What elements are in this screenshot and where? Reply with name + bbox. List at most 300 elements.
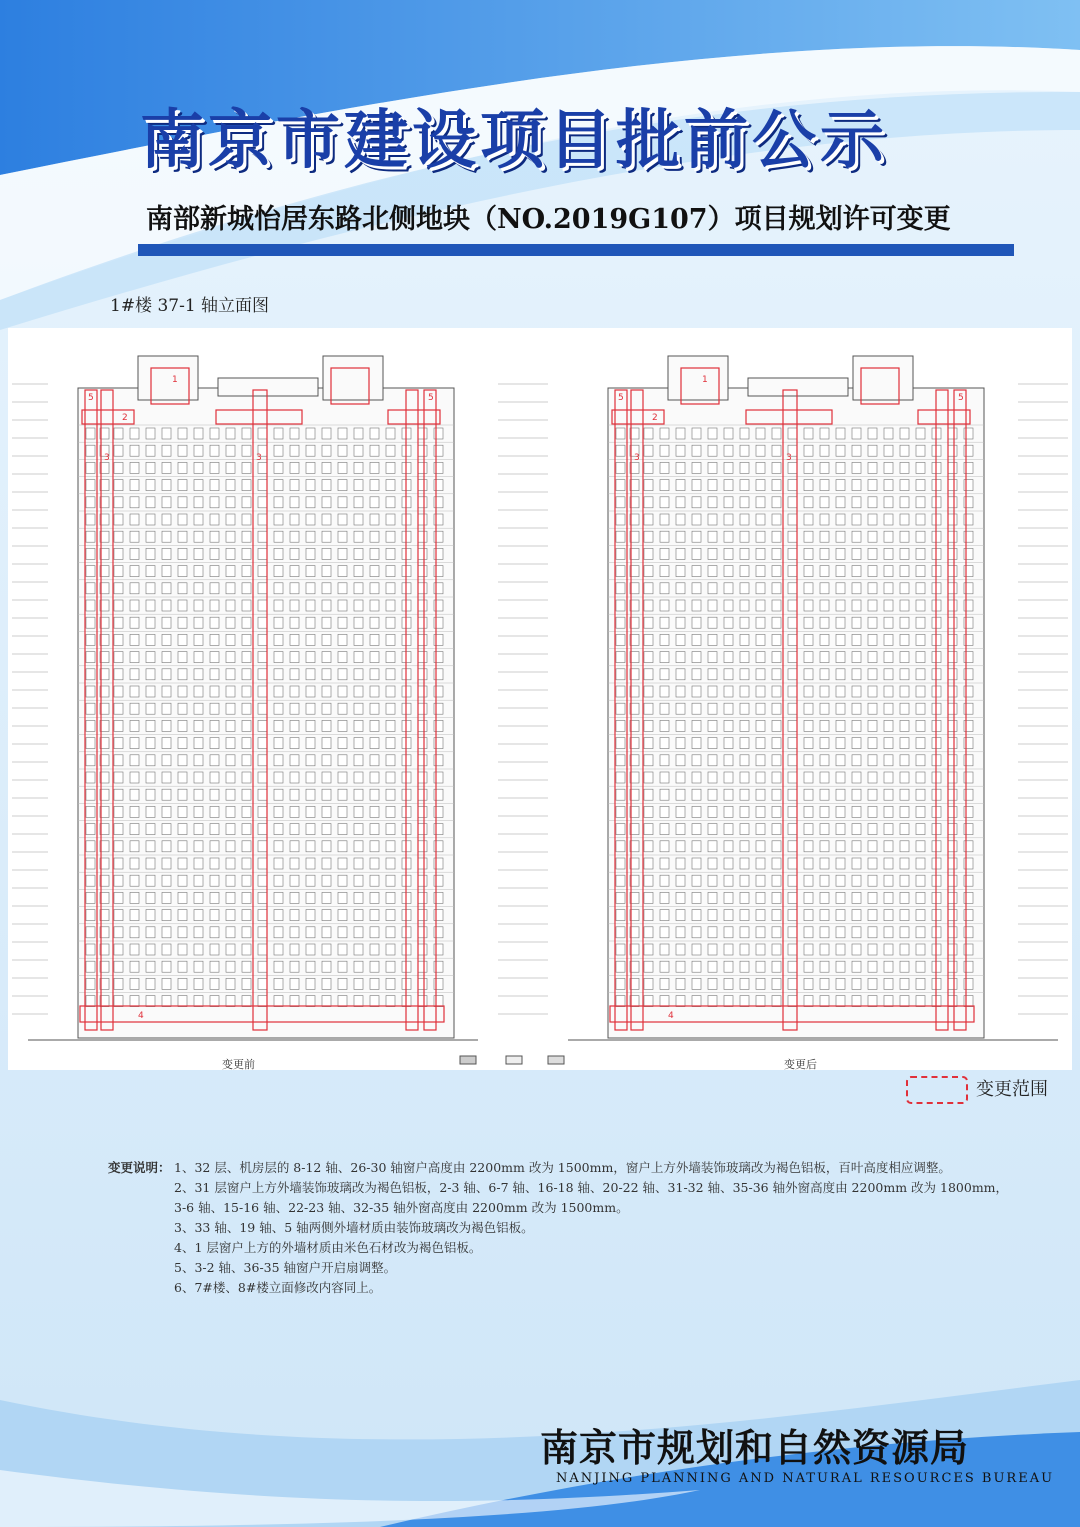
window	[418, 566, 427, 577]
window	[724, 669, 733, 680]
window	[386, 548, 395, 559]
window	[178, 600, 187, 611]
window	[884, 634, 893, 645]
window	[900, 978, 909, 989]
window	[948, 755, 957, 766]
window	[418, 669, 427, 680]
window	[354, 738, 363, 749]
window	[756, 531, 765, 542]
window	[708, 634, 717, 645]
window	[820, 566, 829, 577]
window	[322, 841, 331, 852]
window	[756, 858, 765, 869]
window	[948, 548, 957, 559]
label-before: 变更前	[222, 1058, 255, 1070]
marker-5-before: 5	[88, 393, 94, 403]
window	[740, 652, 749, 663]
window	[434, 634, 443, 645]
window	[322, 600, 331, 611]
window	[274, 996, 283, 1007]
window	[740, 480, 749, 491]
window	[386, 720, 395, 731]
window	[804, 531, 813, 542]
window	[242, 686, 251, 697]
window	[836, 514, 845, 525]
window	[724, 858, 733, 869]
window	[964, 634, 973, 645]
window	[370, 531, 379, 542]
window	[434, 738, 443, 749]
window	[210, 858, 219, 869]
window	[274, 480, 283, 491]
window	[660, 755, 669, 766]
page-title: 南京市建设项目批前公示	[140, 103, 888, 178]
window	[194, 841, 203, 852]
window	[692, 600, 701, 611]
window	[692, 428, 701, 439]
window	[916, 480, 925, 491]
window	[948, 497, 957, 508]
window	[740, 944, 749, 955]
window	[948, 944, 957, 955]
window	[130, 652, 139, 663]
window	[130, 824, 139, 835]
window	[820, 480, 829, 491]
window	[194, 669, 203, 680]
window	[616, 978, 625, 989]
window	[740, 703, 749, 714]
window	[820, 789, 829, 800]
window	[258, 755, 267, 766]
window	[644, 789, 653, 800]
window	[114, 600, 123, 611]
window	[644, 514, 653, 525]
window	[274, 497, 283, 508]
window	[242, 531, 251, 542]
window	[708, 514, 717, 525]
window	[964, 738, 973, 749]
window	[772, 703, 781, 714]
window	[130, 841, 139, 852]
window	[724, 462, 733, 473]
window	[916, 652, 925, 663]
window	[948, 634, 957, 645]
window	[354, 841, 363, 852]
window	[660, 927, 669, 938]
window	[900, 462, 909, 473]
marker-3b-after: 3	[786, 453, 792, 463]
window	[820, 462, 829, 473]
window	[258, 806, 267, 817]
window	[226, 566, 235, 577]
window	[386, 978, 395, 989]
window	[338, 978, 347, 989]
window	[708, 789, 717, 800]
window	[644, 445, 653, 456]
window	[86, 445, 95, 456]
window	[836, 789, 845, 800]
window	[804, 944, 813, 955]
window	[772, 892, 781, 903]
window	[210, 462, 219, 473]
window	[804, 772, 813, 783]
window	[274, 789, 283, 800]
window	[146, 738, 155, 749]
window	[114, 755, 123, 766]
window	[434, 617, 443, 628]
window	[868, 669, 877, 680]
window	[354, 996, 363, 1007]
window	[162, 996, 171, 1007]
window	[616, 428, 625, 439]
window	[226, 531, 235, 542]
window	[434, 996, 443, 1007]
window	[852, 841, 861, 852]
window	[338, 738, 347, 749]
window	[274, 858, 283, 869]
window	[820, 841, 829, 852]
window	[756, 996, 765, 1007]
window	[274, 428, 283, 439]
window	[258, 875, 267, 886]
window	[274, 548, 283, 559]
window	[290, 703, 299, 714]
window	[964, 892, 973, 903]
window	[130, 583, 139, 594]
window	[226, 738, 235, 749]
window	[852, 738, 861, 749]
window	[836, 858, 845, 869]
window	[322, 910, 331, 921]
window	[290, 961, 299, 972]
window	[114, 583, 123, 594]
window	[676, 755, 685, 766]
window	[964, 858, 973, 869]
window	[804, 462, 813, 473]
window	[306, 910, 315, 921]
window	[322, 944, 331, 955]
window	[676, 910, 685, 921]
window	[162, 738, 171, 749]
window	[708, 531, 717, 542]
window	[354, 875, 363, 886]
window	[354, 927, 363, 938]
window	[86, 669, 95, 680]
window	[616, 583, 625, 594]
window	[644, 703, 653, 714]
window	[692, 755, 701, 766]
window	[964, 531, 973, 542]
window	[290, 772, 299, 783]
window	[146, 703, 155, 714]
window	[146, 789, 155, 800]
window	[370, 514, 379, 525]
window	[884, 875, 893, 886]
window	[884, 703, 893, 714]
window	[338, 875, 347, 886]
window	[900, 634, 909, 645]
window	[660, 531, 669, 542]
window	[274, 738, 283, 749]
window	[616, 703, 625, 714]
window	[434, 978, 443, 989]
window	[338, 996, 347, 1007]
window	[370, 669, 379, 680]
window	[692, 875, 701, 886]
window	[756, 841, 765, 852]
window	[660, 600, 669, 611]
window	[724, 600, 733, 611]
window	[290, 497, 299, 508]
window	[708, 875, 717, 886]
window	[226, 617, 235, 628]
window	[740, 875, 749, 886]
window	[370, 858, 379, 869]
window	[322, 720, 331, 731]
window	[868, 566, 877, 577]
window	[756, 445, 765, 456]
window	[146, 480, 155, 491]
window	[322, 462, 331, 473]
window	[756, 910, 765, 921]
marker-5b-before: 5	[428, 393, 434, 403]
window	[386, 531, 395, 542]
window	[322, 824, 331, 835]
window	[692, 927, 701, 938]
window	[322, 996, 331, 1007]
window	[820, 927, 829, 938]
window	[258, 462, 267, 473]
window	[820, 703, 829, 714]
window	[836, 548, 845, 559]
window	[290, 583, 299, 594]
window	[338, 858, 347, 869]
window	[434, 600, 443, 611]
window	[434, 875, 443, 886]
window	[804, 652, 813, 663]
window	[804, 497, 813, 508]
window	[86, 566, 95, 577]
window	[322, 497, 331, 508]
window	[242, 978, 251, 989]
window	[418, 600, 427, 611]
window	[788, 652, 797, 663]
window	[274, 944, 283, 955]
window	[194, 755, 203, 766]
window	[868, 480, 877, 491]
window	[804, 428, 813, 439]
window	[868, 583, 877, 594]
window	[836, 841, 845, 852]
window	[354, 789, 363, 800]
window	[210, 978, 219, 989]
window	[820, 961, 829, 972]
window	[114, 669, 123, 680]
window	[676, 720, 685, 731]
window	[130, 514, 139, 525]
window	[130, 927, 139, 938]
window	[852, 824, 861, 835]
window	[338, 703, 347, 714]
window	[900, 617, 909, 628]
window	[242, 738, 251, 749]
window	[788, 892, 797, 903]
window	[242, 841, 251, 852]
window	[676, 548, 685, 559]
window	[306, 548, 315, 559]
window	[194, 944, 203, 955]
window	[434, 480, 443, 491]
window	[258, 566, 267, 577]
window	[178, 617, 187, 628]
window	[162, 772, 171, 783]
window	[868, 462, 877, 473]
window	[884, 961, 893, 972]
window	[194, 514, 203, 525]
window	[146, 927, 155, 938]
window	[644, 428, 653, 439]
window	[836, 720, 845, 731]
window	[370, 806, 379, 817]
window	[708, 617, 717, 628]
window	[162, 858, 171, 869]
window	[130, 669, 139, 680]
window	[836, 961, 845, 972]
window	[274, 841, 283, 852]
window	[86, 480, 95, 491]
window	[178, 875, 187, 886]
window	[676, 841, 685, 852]
window	[354, 824, 363, 835]
window	[836, 462, 845, 473]
window	[964, 462, 973, 473]
window	[772, 566, 781, 577]
window	[226, 961, 235, 972]
window	[86, 531, 95, 542]
window	[788, 858, 797, 869]
window	[370, 686, 379, 697]
window	[210, 806, 219, 817]
window	[290, 978, 299, 989]
window	[370, 875, 379, 886]
window	[884, 566, 893, 577]
window	[418, 910, 427, 921]
window	[210, 755, 219, 766]
window	[868, 497, 877, 508]
window	[418, 755, 427, 766]
window	[130, 617, 139, 628]
window	[964, 720, 973, 731]
window	[852, 858, 861, 869]
window	[948, 514, 957, 525]
window	[708, 548, 717, 559]
window	[964, 703, 973, 714]
window	[820, 600, 829, 611]
window	[418, 927, 427, 938]
window	[210, 600, 219, 611]
window	[852, 720, 861, 731]
window	[306, 566, 315, 577]
window	[354, 892, 363, 903]
window	[676, 669, 685, 680]
window	[162, 789, 171, 800]
window	[242, 514, 251, 525]
window	[258, 600, 267, 611]
window	[114, 806, 123, 817]
window	[194, 634, 203, 645]
window	[130, 600, 139, 611]
label-after: 变更后	[784, 1058, 817, 1070]
window	[644, 824, 653, 835]
window	[884, 841, 893, 852]
window	[616, 566, 625, 577]
window	[146, 875, 155, 886]
window	[290, 996, 299, 1007]
window	[86, 841, 95, 852]
window	[146, 720, 155, 731]
window	[836, 445, 845, 456]
window	[676, 944, 685, 955]
marker-5-after: 5	[618, 393, 624, 403]
window	[900, 480, 909, 491]
window	[338, 600, 347, 611]
window	[804, 892, 813, 903]
window	[772, 583, 781, 594]
window	[370, 583, 379, 594]
window	[836, 892, 845, 903]
window	[226, 652, 235, 663]
window	[616, 462, 625, 473]
window	[86, 634, 95, 645]
window	[434, 772, 443, 783]
window	[884, 428, 893, 439]
window	[852, 566, 861, 577]
window	[804, 789, 813, 800]
window	[114, 824, 123, 835]
window	[964, 686, 973, 697]
window	[210, 720, 219, 731]
note-item: 3、33 轴、19 轴、5 轴两侧外墙材质由装饰玻璃改为褐色铝板。	[174, 1220, 534, 1235]
window	[820, 910, 829, 921]
window	[616, 669, 625, 680]
window	[322, 789, 331, 800]
window	[676, 875, 685, 886]
window	[418, 961, 427, 972]
window	[370, 497, 379, 508]
window	[740, 514, 749, 525]
window	[146, 961, 155, 972]
window	[788, 480, 797, 491]
window	[676, 480, 685, 491]
window	[692, 944, 701, 955]
window	[386, 703, 395, 714]
window	[644, 720, 653, 731]
window	[724, 875, 733, 886]
window	[724, 617, 733, 628]
window	[178, 548, 187, 559]
window	[708, 910, 717, 921]
window	[210, 789, 219, 800]
window	[948, 480, 957, 491]
window	[884, 755, 893, 766]
window	[820, 445, 829, 456]
window	[916, 445, 925, 456]
window	[178, 480, 187, 491]
window	[194, 617, 203, 628]
window	[322, 634, 331, 645]
window	[86, 927, 95, 938]
window	[948, 789, 957, 800]
